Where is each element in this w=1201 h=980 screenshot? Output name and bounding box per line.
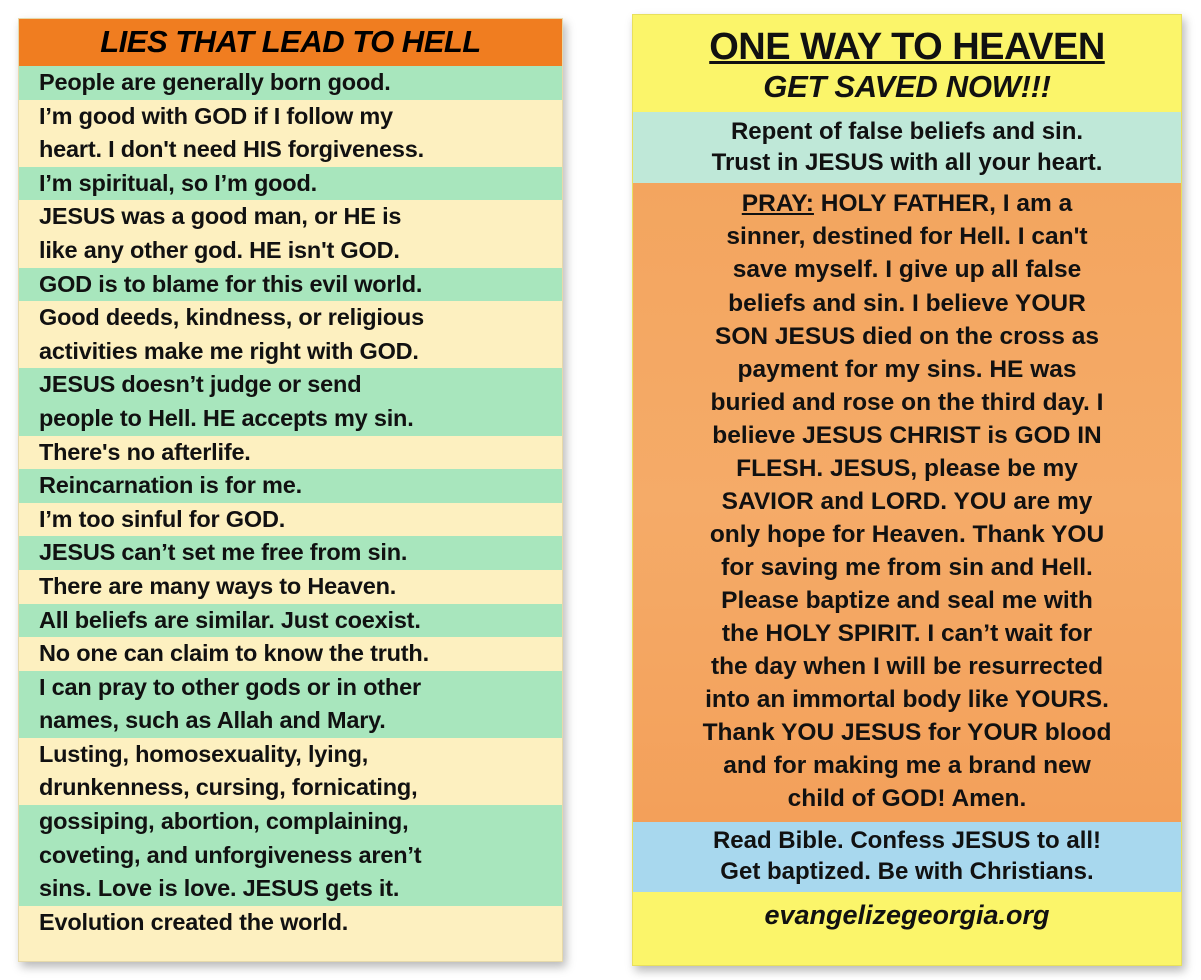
lie-line: coveting, and unforgiveness aren’t [19, 839, 562, 873]
prayer-line: Thank YOU JESUS for YOUR blood [702, 719, 1112, 747]
lie-line: heart. I don't need HIS forgiveness. [19, 133, 562, 167]
lie-line: sins. Love is love. JESUS gets it. [19, 872, 562, 906]
lie-line: JESUS was a good man, or HE is [19, 200, 562, 234]
lie-line: There's no afterlife. [19, 436, 562, 470]
prayer-line-text: HOLY FATHER, I am a [820, 190, 1073, 218]
prayer-line: save myself. I give up all false [732, 256, 1082, 284]
lie-line: No one can claim to know the truth. [19, 637, 562, 671]
lie-line: All beliefs are similar. Just coexist. [19, 604, 562, 638]
lie-line: I’m too sinful for GOD. [19, 503, 562, 537]
lie-line: I’m good with GOD if I follow my [19, 100, 562, 134]
prayer-line: believe JESUS CHRIST is GOD IN [712, 421, 1102, 449]
prayer-line [643, 187, 1171, 220]
prayer-line: only hope for Heaven. Thank YOU [709, 520, 1105, 548]
prayer-line: FLESH. JESUS, please be my [736, 454, 1078, 482]
salvation-card [632, 14, 1182, 966]
lie-line: Reincarnation is for me. [19, 469, 562, 503]
prayer-line: buried and rose on the third day. I [710, 388, 1104, 416]
lie-line: drunkenness, cursing, fornicating, [19, 771, 562, 805]
lie-line: like any other god. HE isn't GOD. [19, 234, 562, 268]
next-steps-section [633, 822, 1181, 892]
prayer-line: beliefs and sin. I believe YOUR [728, 289, 1086, 317]
lie-line: people to Hell. HE accepts my sin. [19, 402, 562, 436]
prayer-line: Please baptize and seal me with [721, 587, 1093, 615]
prayer-line: payment for my sins. HE was [737, 355, 1077, 383]
prayer-line: for saving me from sin and Hell. [721, 554, 1093, 582]
repent-line: Trust in JESUS with all your heart. [711, 149, 1103, 177]
lie-line: activities make me right with GOD. [19, 335, 562, 369]
lie-line: names, such as Allah and Mary. [19, 704, 562, 738]
salvation-card-subtitle: GET SAVED NOW!!! [633, 70, 1181, 112]
lie-line: JESUS can’t set me free from sin. [19, 536, 562, 570]
lies-card-header: LIES THAT LEAD TO HELL [19, 19, 562, 66]
prayer-line: SAVIOR and LORD. YOU are my [721, 487, 1093, 515]
prayer-line: and for making me a brand new [723, 752, 1091, 780]
next-steps-line: Get baptized. Be with Christians. [720, 857, 1094, 885]
prayer-line: SON JESUS died on the cross as [715, 322, 1099, 350]
lie-line: gossiping, abortion, complaining, [19, 805, 562, 839]
lie-line: There are many ways to Heaven. [19, 570, 562, 604]
lie-line: Evolution created the world. [19, 906, 562, 940]
prayer-line: into an immortal body like YOURS. [705, 686, 1109, 714]
prayer-line: sinner, destined for Hell. I can't [726, 223, 1088, 251]
lie-line: I can pray to other gods or in other [19, 671, 562, 705]
lie-line: JESUS doesn’t judge or send [19, 368, 562, 402]
prayer-line: child of GOD! Amen. [787, 785, 1027, 813]
website-url[interactable]: evangelizegeorgia.org [633, 892, 1181, 942]
lie-line: GOD is to blame for this evil world. [19, 268, 562, 302]
lies-card [18, 18, 563, 962]
salvation-card-title: ONE WAY TO HEAVEN [633, 15, 1181, 70]
prayer-line: the HOLY SPIRIT. I can’t wait for [721, 620, 1093, 648]
repent-line: Repent of false beliefs and sin. [730, 117, 1084, 145]
lie-line: People are generally born good. [19, 66, 562, 100]
prayer-line: the day when I will be resurrected [710, 653, 1104, 681]
lie-line: I’m spiritual, so I’m good. [19, 167, 562, 201]
prayer-label: PRAY: [741, 190, 814, 218]
prayer-section [633, 183, 1181, 821]
lie-line: Lusting, homosexuality, lying, [19, 738, 562, 772]
lies-list [19, 66, 562, 939]
repent-section [633, 112, 1181, 183]
next-steps-line: Read Bible. Confess JESUS to all! [712, 826, 1102, 854]
lie-line: Good deeds, kindness, or religious [19, 301, 562, 335]
